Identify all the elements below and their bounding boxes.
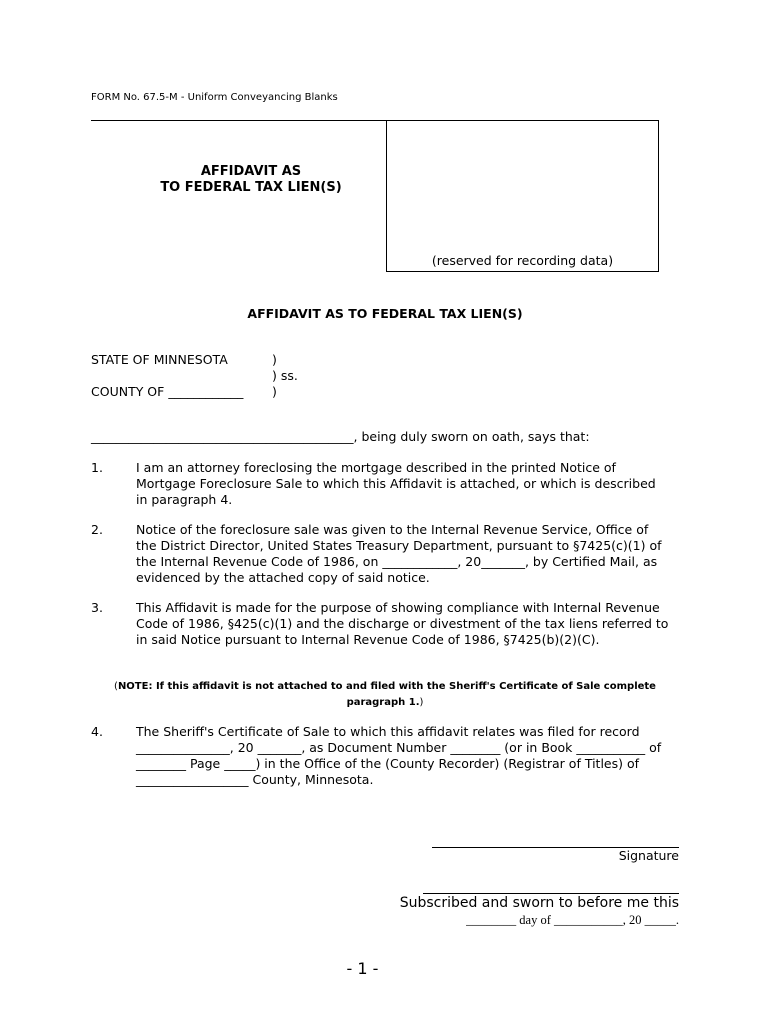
paragraph-4-line-1: The Sheriff's Certificate of Sale to which this affidavit relates was filed for record [136, 724, 640, 739]
notary-signature-line [423, 893, 679, 894]
signature-label: Signature [618, 848, 679, 863]
date-line: ________ day of ___________, 20 _____. [466, 913, 679, 927]
venue-paren-3: ) [272, 384, 277, 399]
paragraph-1-line-2: Mortgage Foreclosure Sale to which this Affidavit is attached, or which is described [136, 476, 656, 491]
note-line-2 [0, 695, 770, 711]
paragraph-2-line-3: the Internal Revenue Code of 1986, on ____________, 20_______, by Certified Mail, as [136, 554, 658, 569]
paragraph-1-line-1: I am an attorney foreclosing the mortgage described in the printed Notice of [136, 460, 616, 475]
note-line-1 [0, 679, 770, 695]
note-open-paren: ( [114, 681, 118, 692]
note-text-1: NOTE: If this affidavit is not attached to and filed with the Sheriff's Certificate of Sale complete [117, 681, 656, 692]
venue-paren-1: ) [272, 352, 277, 367]
note-text-2: paragraph 1. [346, 697, 420, 708]
recording-box-label: (reserved for recording data) [431, 253, 614, 268]
main-title: AFFIDAVIT AS TO FEDERAL TAX LIEN(S) [247, 306, 523, 321]
paragraph-3-line-3: in said Notice pursuant to Internal Revenue Code of 1986, §7425(b)(2)(C). [136, 632, 600, 647]
paragraph-3-line-1: This Affidavit is made for the purpose of showing compliance with Internal Revenue [136, 600, 660, 615]
paragraph-1-number: 1. [91, 460, 103, 475]
paragraph-2-line-1: Notice of the foreclosure sale was given to the Internal Revenue Service, Office of [136, 522, 649, 537]
paragraph-2-number: 2. [91, 522, 103, 537]
affiant-line: __________________________________________, being duly sworn on oath, says that: [91, 429, 590, 444]
header-title-line-1: AFFIDAVIT AS [200, 164, 302, 179]
paragraph-1-line-3: in paragraph 4. [136, 492, 233, 507]
paragraph-3-number: 3. [91, 600, 103, 615]
paragraph-4-line-2: _______________, 20 _______, as Document Number ________ (or in Book ___________ of [136, 740, 662, 755]
note-close-paren: ) [419, 697, 424, 708]
paragraph-3-line-2: Code of 1986, §425(c)(1) and the discharge or divestment of the tax liens referred to [136, 616, 669, 631]
state-label: STATE OF MINNESOTA [91, 352, 228, 367]
recording-data-box [386, 120, 659, 272]
paragraph-4-line-3: ________ Page _____) in the Office of the (County Recorder) (Registrar of Titles) of [136, 756, 640, 771]
form-number: FORM No. 67.5-M - Uniform Conveyancing Blanks [91, 92, 338, 103]
paragraph-4-line-4: __________________ County, Minnesota. [136, 772, 374, 787]
top-rule [91, 120, 387, 121]
paragraph-2-line-2: the District Director, United States Treasury Department, pursuant to §7425(c)(1) of [136, 538, 662, 553]
county-label: COUNTY OF ____________ [91, 384, 244, 399]
page-number: - 1 - [346, 959, 379, 978]
paragraph-4-number: 4. [91, 724, 103, 739]
subscribed-sworn-text: Subscribed and sworn to before me this [399, 895, 679, 911]
header-title-line-2: TO FEDERAL TAX LIEN(S) [160, 180, 342, 195]
venue-ss: ) ss. [272, 368, 298, 383]
paragraph-2-line-4: evidenced by the attached copy of said notice. [136, 570, 430, 585]
